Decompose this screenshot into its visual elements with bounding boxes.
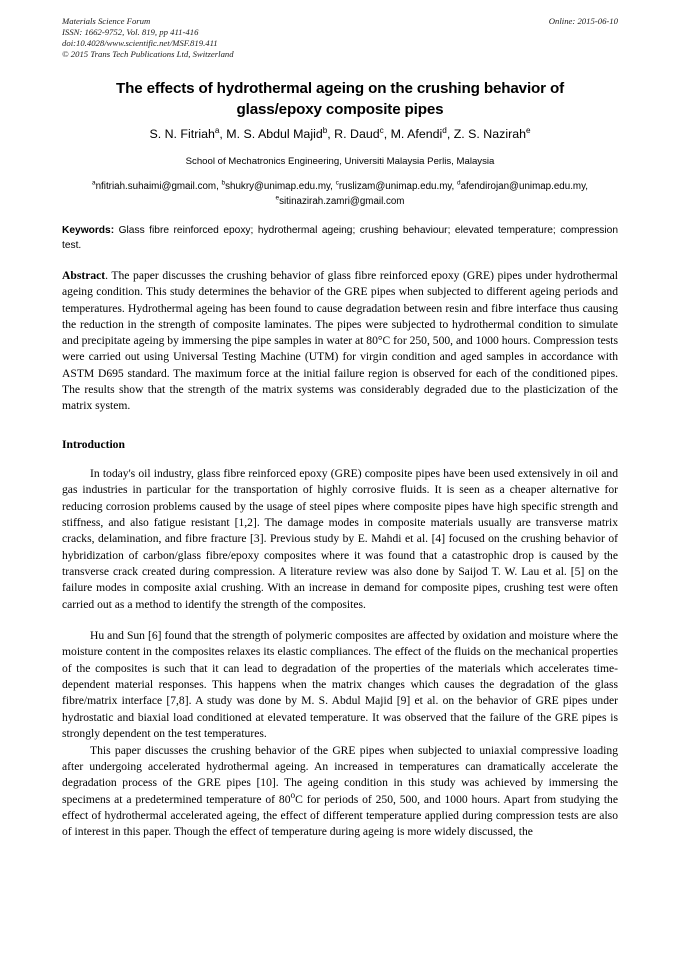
abstract-text: . The paper discusses the crushing behavior of glass fibre reinforced epoxy (GRE) pipes under hydrothermal ageing condition. This study determines the behavior of the GRE pipes when subjected to different ageing periods and temperatures. Hydrothermal ageing has been found to cause degradation between resin and fibre interface thus causing the reduction in the strength of composite laminates. The pipes were subjected to hydrothermal condition to simulate and precipitate ageing by immersing the pipe samples in water at 80°C for 250, 500, and 1000 hours. Compression tests were carried out using Universal Testing Machine (UTM) for virgin condition and aged samples in accordance with ASTM D695 standard. The maximum force at the initial failure region is observed for each of the conditioned pipes. The results show that the strength of the matrix systems was considerably degraded due to the plasticization of the matrix system. bbox=[62, 269, 618, 413]
author-list: S. N. Fitriah$^a$, M. S. Abdul Majid$^b$, R. Daud$^c$, M. Afendi$^d$, Z. S. Nazirah$^e$ bbox=[149, 125, 531, 141]
paragraph: This paper discusses the crushing behavior of the GRE pipes when subjected to uniaxial compressive loading after undergoing accelerated hydrothermal ageing. An increased in temperatures can dramatically accelerate the degradation process of the GRE pipes [10]. The ageing condition in this study was achieved by immersing the specimens at a predetermined temperature of 80$^o$C for periods of 250, 500, and 1000 hours. Apart from studying the effect of hydrothermal accelerated ageing, the effect of different temperature applied during compression tests are also of interest in this paper. Though the effect of temperature during ageing is more widely discussed, the bbox=[62, 743, 618, 839]
journal-doi-line: doi:10.4028/www.scientific.net/MSF.819.411 bbox=[62, 37, 218, 48]
affiliation: School of Mechatronics Engineering, Universiti Malaysia Perlis, Malaysia bbox=[185, 156, 495, 167]
abstract-block bbox=[62, 268, 618, 415]
paragraph: In today's oil industry, glass fibre reinforced epoxy (GRE) composite pipes have been used extensively in oil and gas industries in particular for the transportation of highly corrosive fluids. It is seen as a cheaper alternative for reducing corrosion problems caused by the usage of steel pipes where composite pipes have high specific strength and stiffness, and also fatigue resistant [1,2]. The damage modes in composite materials usually are transverse matrix cracks, delamination, and fibre fracture [3]. Previous study by E. Mahdi et al. [4] focused on the crushing behavior of hybridization of carbon/glass fibre/epoxy composites where it was found that a catastrophic drop is caused by the transverse crack created during compression. A literature review was also done by Saijod T. W. Lau et al. [5] on the failure modes in composite axial crushing. With an increase in demand for composite pipes, crushing test were often carried out as a method to identify the strength of the composites. bbox=[62, 467, 618, 611]
online-date: Online: 2015-06-10 bbox=[548, 16, 618, 26]
journal-copyright-line: © 2015 Trans Tech Publications Ltd, Switzerland bbox=[62, 48, 234, 59]
journal-masthead bbox=[62, 16, 618, 60]
keywords-label: Keywords: bbox=[62, 225, 115, 236]
page-title: The effects of hydrothermal ageing on the crushing behavior of glass/epoxy composite pipes bbox=[115, 80, 565, 118]
section-heading-introduction: Introduction bbox=[62, 438, 125, 451]
abstract-label: Abstract bbox=[62, 269, 106, 282]
keywords-block bbox=[62, 224, 618, 253]
author-emails: $^a$nfitriah.suhaimi@gmail.com, $^b$shukry@unimap.edu.my, $^c$ruslizam@unimap.edu.my, $^d$afendirojan@unimap.edu.my, $^e$sitinazirah.zamri@gmail.com bbox=[92, 179, 588, 207]
journal-issn-line: ISSN: 1662-9752, Vol. 819, pp 411-416 bbox=[62, 26, 199, 37]
page-content-area bbox=[62, 0, 618, 959]
journal-name: Materials Science Forum bbox=[62, 16, 151, 26]
introduction-body bbox=[62, 466, 618, 841]
paragraph: Hu and Sun [6] found that the strength of polymeric composites are affected by oxidation and moisture where the moisture content in the composites relaxes its elastic compliances. The effect of the fluids on the mechanical properties of the composites is such that it can lead to degradation of the properties of the materials which accelerates time-dependent material responses. This happens when the matrix changes which causes the degradation of the glass fibre/matrix interface [7,8]. A study was done by M. S. Abdul Majid [9] et al. on the behavior of GRE pipes under hydrostatic and biaxial load conditioned at elevated temperature. It was observed that the failure of the GRE pipes is strongly dependent on the test temperatures. bbox=[62, 629, 618, 741]
keywords-text: Glass fibre reinforced epoxy; hydrothermal ageing; crushing behaviour; elevated temperature; compression test. bbox=[62, 225, 618, 251]
